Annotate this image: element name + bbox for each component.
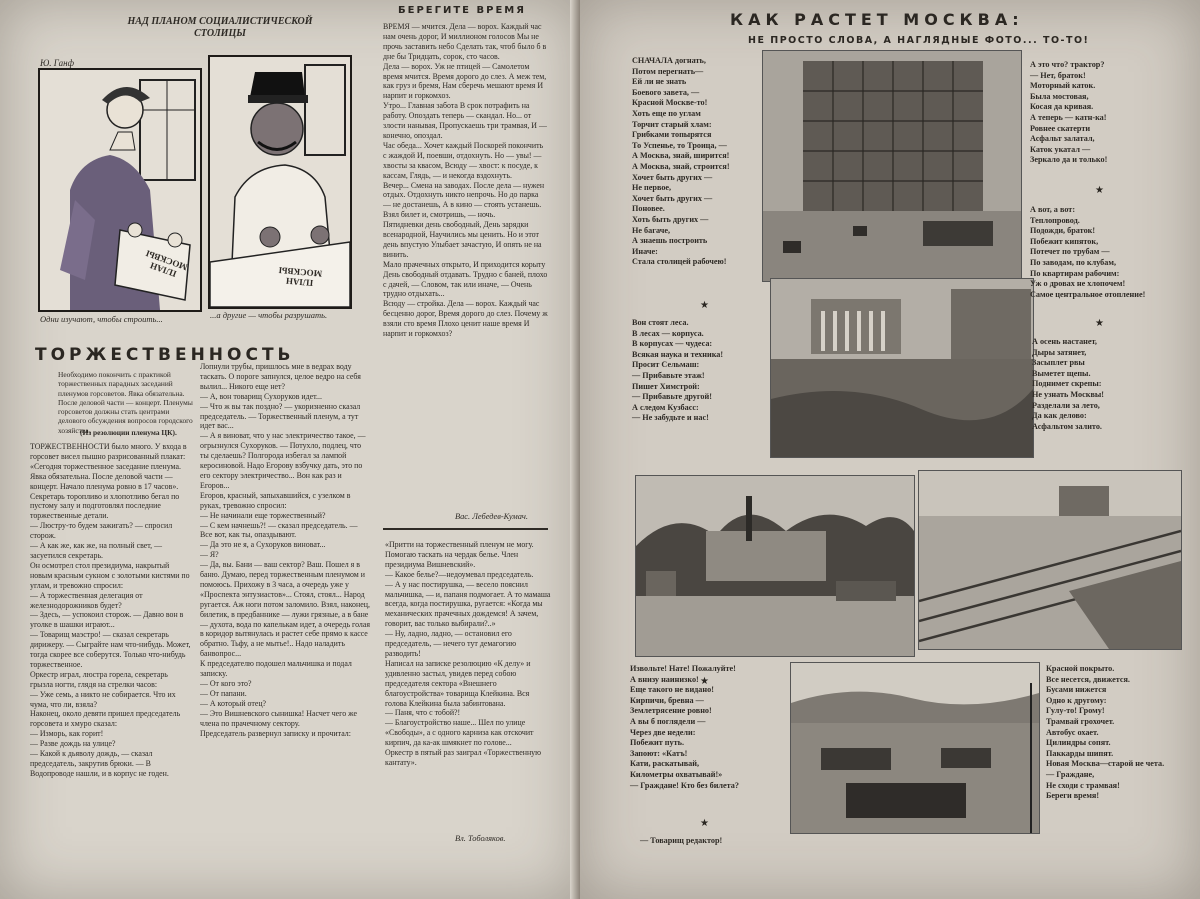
poem-text: ВРЕМЯ — мчится. Дела — ворох. Каждый час нам очень дорог, И миллионом голосов Мы не прочь заставить небо Сделать так, чтоб было б в дне бы Тридцать, сорок, сто часов. Дела — ворох. Уж не птицей — Самолетом время мчится. Время дорого до слез. А меж тем, как груз и бремя, Нам сберечь мешают время И нарпит и горкомхоз. Утро... Главная забота В срок потрафить на работу. Опоздать теперь — скандал. Но... от злости нанывая, Пропускаешь три трамвая, И — конечно, опоздал. Час обеда... Хочет каждый Поскорей покончить с жаждой И, поевши, отдохнуть. Но — увы! — хвосты за квасом, Всюду — хвост: к посуде, к кассам, Глядь, — и некогда вздохнуть. Вечер... Смена на заводах. После дела — нужен отдых. Отдохнуть никто непрочь. Но до парка — не достанешь, А в кино — стоять устанешь. Взял билет и, смотришь, — ночь. Пятидневки день свободный, День зарядки всенародной, Научились мы ценить. Но и этот день впустую Улыбает зачастую, И опять не на винить. Мало прачечных открыто, И приходится корыту День свободный отдавать. Трудно с баней, плохо с дачей, — Словом, так или иначе, — Очень трудно отдыхать... Всюду — стройка. Дела — ворох. Каждый час бесценно дорог, Время дорого до слез. Почему ж взяли сто время Плохо ценит наше время И нарпит и горкомхоз? xyxy=(383,22,548,339)
verse-6: Извольте! Нате! Пожалуйте! А внизу наинизко! Еще такого не видано! Кирпичи, бревна — Землетрясение ровно! А вы б поглядели — Через две недели: Побежит путь. Запоют: «Катъ! Кати, раскатывай, Километры охватывай!» — Граждане! Кто без билета? xyxy=(630,664,739,790)
poem-title: БЕРЕГИТЕ ВРЕМЯ xyxy=(398,5,526,16)
cartoon-artist: Ю. Ганф xyxy=(40,58,75,68)
left-page xyxy=(0,0,578,899)
cartoon-caption-right: ...а другие — чтобы разрушать. xyxy=(210,310,328,320)
verse-2: Вон стоят леса. В лесах — корпуса. В корпусах — чудеса: Всякая наука и техника! Просит Сельмаш: — Прибавьте этаж! Пишет Химстрой: — Прибавьте другой! А следом Кузбасс: — Не забудьте и нас! xyxy=(632,318,724,423)
star-ornament-2: ★ xyxy=(1095,185,1104,196)
column-4-author: Вл. Тоболяков. xyxy=(455,834,506,843)
verse-6-end: — Товарищ редактор! xyxy=(640,836,723,845)
verse-5: А осень настанет, Дыры затянет, Засыплет рвы Выметет щепы. Поднимет скрепы: Не узнать Москвы! Разделали за лето, Да как делово: Асфальтом залито. xyxy=(1032,337,1105,431)
right-page xyxy=(580,0,1200,899)
photo-street-trams xyxy=(790,662,1040,834)
cartoon-panel-right xyxy=(208,55,352,309)
star-ornament-5: ★ xyxy=(700,818,709,829)
verse-3: А это что? трактор? — Нет, браток! Моторный каток. Была мостовая, Косая да кривая. А теперь — катн-ка! Ровнее скатерти Асфальт залатал, Каток укатал — Зеркало да и только! xyxy=(1030,60,1108,165)
cartoon-plan-label-left: ПЛАН МОСКВЫ xyxy=(144,248,189,280)
photo-rail-tracks xyxy=(918,470,1182,650)
poem-divider xyxy=(383,528,548,530)
cartoon-title: НАД ПЛАНОМ СОЦИАЛИСТИЧЕСКОЙ СТОЛИЦЫ xyxy=(127,16,313,39)
cartoon-caption-left: Одни изучают, чтобы строить... xyxy=(40,314,163,324)
cartoon-plan-label-right: ПЛАН МОСКВЫ xyxy=(278,265,323,289)
article-column-2: Лопнули трубы, пришлось мне в ведрах воду таскать. О пороге запнулся, целое ведро на себя вылил... Никого еще нет? — А, вон товарищ Сухоруков идет... — Что ж вы так поздно? — укоризненно сказал председатель. — Торжественный пленум, а тут идет вас... — А я виноват, что у нас электричество такое, — огрызнулся Сухоруков. — Потухло, подлец, что ты сделаешь? Полгорода избегал за лампой керосиновой. Надо Егорову взбучку дать, это по его сектору электричество... Вон как раз и Егоров... Егоров, красный, запыхавшийся, с узелком в руках, тревожно спросил: — Не начинали еще торжественный? — С кем начнешь?! — сказал председатель. — Все вот, как ты, опаздывают. — Да это не я, а Сухоруков виноват... — Я? — Да, вы. Бани — ваш сектор? Ваш. Пошел я в баню. Думаю, перед торжественным пленумом и помоюсь. Прихожу в 3 часа, а очередь уже у «Проспекта энтузиастов»... Стоял, стоял... Народ ругается. Аж ноги потом заломило. Взял, наконец, билетик, в предбаннике — лужи грязные, а в бане — духота, вода по капелькам идет, а очередь голая в коридор вытянулась и растет себе прямо к кассе обратно. Тьфу, а не мытье!.. Надо наладить банвопрос... К председателю подошел мальчишка и подал записку. — От кого это? — От папани. — А который отец? — Это Вишневского сынишка! Насчет чего же члена по прачечному сектору. Председатель развернул записку и прочитал: xyxy=(200,362,370,738)
star-ornament-1: ★ xyxy=(700,300,709,311)
photo-theatre-square xyxy=(770,278,1034,458)
verse-7: Красной покрыто. Все несется, движется. Бусами нижется Одно к другому: Гулу-то! Грому! Трамвай грохочет. Автобус охает. Цилиндры сопят. Паккарды шипят. Новая Москва—старой не чета. — Граждане, Не сходи с трамвая! Береги время! xyxy=(1046,664,1165,801)
photo-tram-depot xyxy=(635,475,915,657)
verse-4: А вот, а вот: Теплопровод. Подожди, браток! Побежит кипяток, Потечет по трубам — По заводам, по клубам, По квартирам рабочим: Уж о дровах не хлопочем! Самое центральное отопление! xyxy=(1030,205,1146,299)
right-page-title: КАК РАСТЕТ МОСКВА: xyxy=(730,10,1024,29)
right-page-subtitle: НЕ ПРОСТО СЛОВА, А НАГЛЯДНЫЕ ФОТО... ТО-ТО! xyxy=(748,35,1090,46)
verse-1: СНАЧАЛА догнать, Потом перегнать— Ей ли не знать Боевого завета, — Красной Москве-то! Хоть еще по углам Торчит старый хлам: Грибками топырятся То Успенье, то Троица, — А Москва, знай, ширится! А Москва, знай, строится! Хочет быть других — Не первое, Хочет быть других — Поновее. Хоть быть других — Не багаче, А знаешь построить Иначе: Стала столицей рабочею! xyxy=(632,56,730,267)
cartoon-panel-left xyxy=(38,68,202,312)
article-column-1: ТОРЖЕСТВЕННОСТИ было много. У входа в горсовет висел пышно разрисованный плакат: «Сегодня торжественное заседание пленума. Явка обязательна. После деловой части — концерт. Начало пленума ровно в 17 часов». Секретарь торопливо и хлопотливо бегал по пустому залу и подготовлял последние торжественные детали. — Люстру-то будем зажигать? — спросил сторож. — А как же, как же, на полный свет, — засуетился секретарь. Он осмотрел стол президиума, накрытый новым красным сукном с золотыми кистями по углам, и тревожно спросил: — А торжественная делегация от железнодорожников будет? — Здесь, — успокоил сторож. — Давно вон в уголке в шашки играют... — Товарищ маэстро! — сказал секретарь дирижеру. — Сыграйте нам что-нибудь. Может, тогда скорее все соберутся. Только что-нибудь торжественное. Оркестр играл, люстра горела, секретарь грызла ногти, глядя на стрелки часов: — Уже семь, а никто не собирается. Что их чума, что ли, взяла? Наконец, около девяти пришел председатель горсовета и хмуро сказал: — Изморь, как горит! — Разве дождь на улице? — Какой к дьяволу дождь, — сказал председатель, закрутив брюки. — В Водопроводе нашли, и в корпус не годен. xyxy=(30,442,191,778)
article-epigraph: Необходимо покончить с практикой торжественных парадных заседаний пленумов горсоветов. Явка обязательна. После деловой части — концерт. Пленумы горсоветов должны стать центрами делового обсуждения вопросов городского хозяйства. xyxy=(58,370,193,435)
star-ornament-4: ★ xyxy=(700,676,709,687)
epigraph-source: (Из резолюции пленума ЦК). xyxy=(80,428,177,437)
poem-author: Вас. Лебедев-Кумач. xyxy=(455,512,528,521)
star-ornament-3: ★ xyxy=(1095,318,1104,329)
photo-construction-site xyxy=(762,50,1022,282)
article-column-4: «Притти на торжественный пленум не могу. Помогаю таскать на чердак белье. Член президиума Вишневский». — Какое белье?—недоумевал председатель. — А у нас постирушка, — весело пояснил мальчишка, — и, папаня подмогает. А то мамаша всегда, когда постирушка, ругается: «Когда мы механических прачечных дождемся! А зачем, говорит, вас только выбирали?..» — Ну, ладно, ладно, — остановил его председатель, — нечего тут демагогию разводить! Написал на записке резолюцию «К делу» и удивленно застыл, увидев перед собою председателя сектора «Внешнего благоустройства» товарища Клейкина. Вся голова Клейкина была забинтована. — Паня, что с тобой?! — Благоустройство наше... Шел по улице «Свободы», а с одного карниза как отскочит кирпич, да ка-ак шмякнет по голове... Оркестр в пятый раз заиграл «Торжественную кантату». xyxy=(385,540,551,767)
article-title: ТОРЖЕСТВЕННОСТЬ xyxy=(35,345,295,365)
